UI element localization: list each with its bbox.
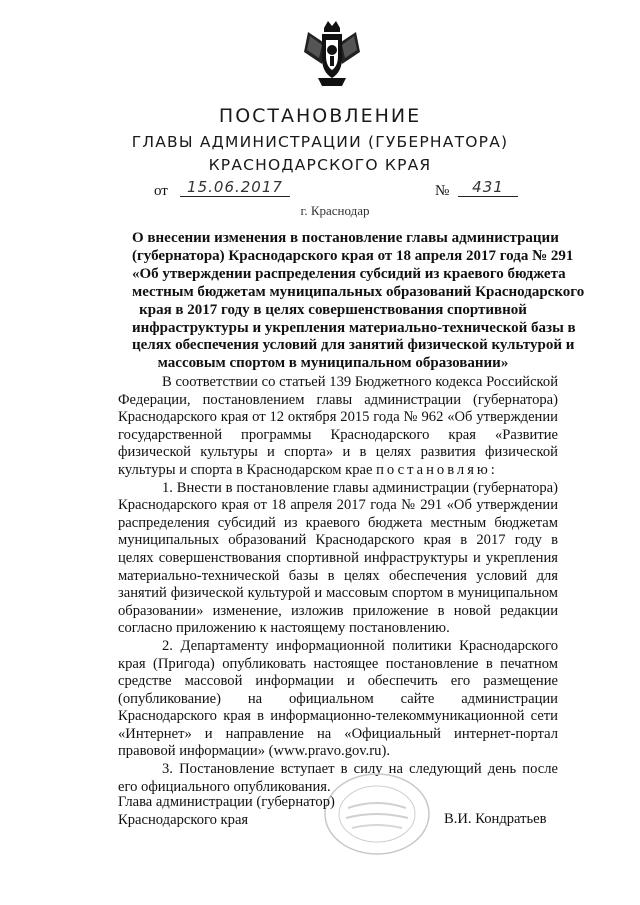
stamp-icon [318,768,436,860]
number-label: № [435,183,450,199]
position-line-1: Глава администрации (губернатор) [118,794,335,810]
title-line: инфраструктуры и укрепления материально-технической базы в [132,319,576,336]
title-line: «Об утверждении распределения субсидий из краевого бюджета [132,265,566,282]
title-line: массовым спортом в муниципальном образовании» [157,355,509,372]
clause-1: 1. Внести в постановление главы администрации (губернатора) Краснодарского края от 18 апреля 2017 года № 291 «Об утверждении распределения субсидий из краевого бюджета местным бюджетам муниципальных образований Краснодарского края в 2017 году в целях совершенствования спортивной инфраструктуры и укрепления материально-технической базы в целях обеспечения условий для занятий физической культурой и массовым спортом в муниципальном образовании» изменение, изложив приложение в новой редакции согласно приложению к настоящему постановлению. [118,479,558,637]
authority-line-1: ГЛАВЫ АДМИНИСТРАЦИИ (ГУБЕРНАТОРА) [131,133,509,151]
clause-2: 2. Департаменту информационной политики Краснодарского края (Пригода) опубликовать настоящее постановление в печатном средстве массовой информации и обеспечить его размещение (опубликование) на официальном сайте администрации Краснодарского края в информационно-телекоммуникационной сети «Интернет» и направление на «Официальный интернет-портал правовой информации» (www.pravo.gov.ru). [118,637,558,760]
document-date: 15.06.2017 [180,178,290,197]
document-title [132,230,585,373]
resolution-word: постановляю: [376,461,498,478]
authority-line-2: КРАСНОДАРСКОГО КРАЯ [208,156,432,174]
title-line: края в 2017 году в целях совершенствования спортивной [139,301,527,318]
issue-city: г. Краснодар [300,203,370,218]
preamble-paragraph [118,374,558,480]
document-body [118,374,558,796]
coat-of-arms-icon [300,18,364,90]
document-number: 431 [458,178,518,197]
preamble-text: В соответствии со статьей 139 Бюджетного кодекса Российской Федерации, постановлением главы администрации (губернатора) Краснодарского края от 12 октября 2015 года № 962 «Об утверждении государственной программы Краснодарского края «Развитие физической культуры и спорта» и в целях развития физической культуры и спорта в Краснодарском крае [118,374,558,478]
signatory-position [118,794,335,829]
title-line: (губернатора) Краснодарского края от 18 апреля 2017 года № 291 [132,247,574,264]
date-label: от [154,183,168,199]
signatory-name: В.И. Кондратьев [444,811,547,827]
title-line: целях обеспечения условий для занятий физической культурой и [132,337,575,354]
clause-3: 3. Постановление вступает в силу на следующий день после его официального опубликования. [118,761,558,795]
title-line: местным бюджетам муниципальных образований Краснодарского [132,283,585,300]
document-type-heading: ПОСТАНОВЛЕНИЕ [218,105,422,127]
title-line: О внесении изменения в постановление главы администрации [132,230,559,246]
position-line-2: Краснодарского края [118,811,249,828]
